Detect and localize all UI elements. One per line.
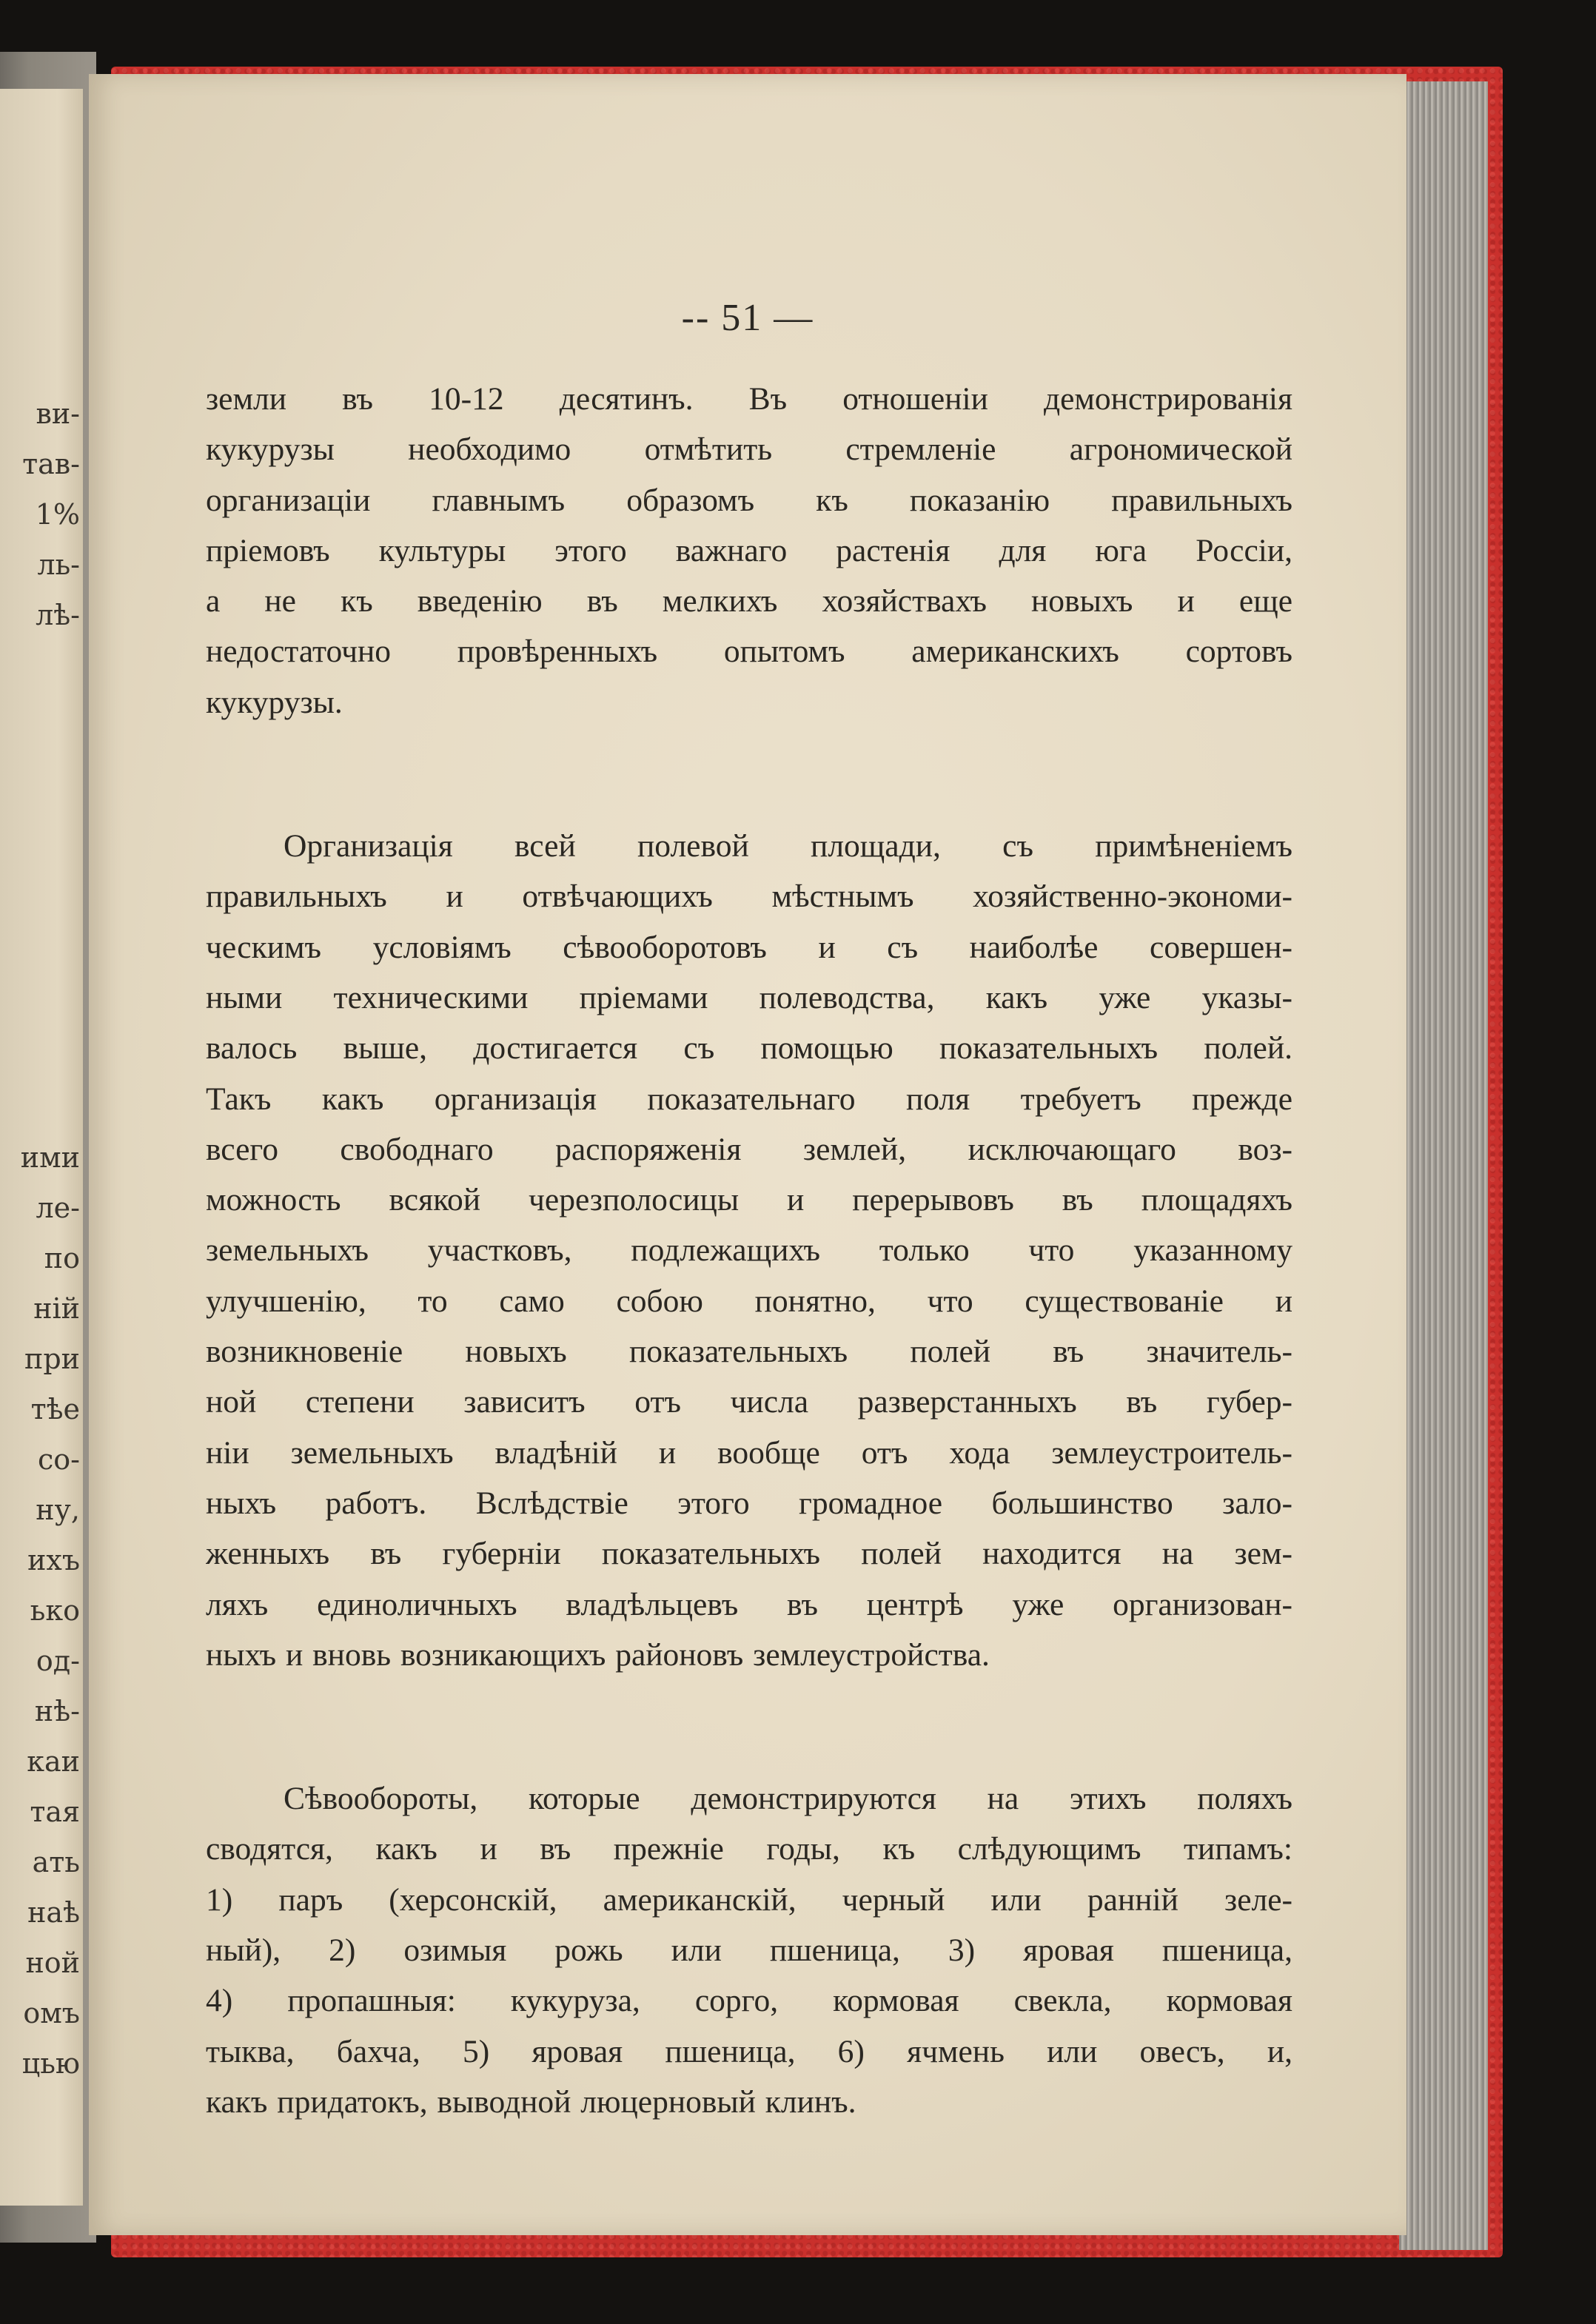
text-line: ный), 2) озимыя рожь или пшеница, 3) яровая пшеница, bbox=[206, 1932, 1292, 1969]
paragraph-3 bbox=[206, 1773, 1292, 2127]
text-line: ныхъ и вновь возникающихъ районовъ землеустройства. bbox=[206, 1636, 990, 1673]
text-line: пріемовъ культуры этого важнаго растенія для юга Россіи, bbox=[206, 532, 1292, 568]
text-line: тыква, бахча, 5) яровая пшеница, 6) ячмень или овесъ, и, bbox=[206, 2033, 1292, 2069]
left-page-fragment: тая bbox=[30, 1796, 80, 1828]
left-page-fragment: нѣ- bbox=[34, 1695, 80, 1727]
left-page-fragment: цью bbox=[21, 2047, 80, 2080]
left-page-fragment: ль- bbox=[37, 548, 80, 581]
text-line: Такъ какъ организація показательнаго поля требуетъ прежде bbox=[206, 1081, 1292, 1117]
book-page bbox=[89, 74, 1406, 2235]
left-page-fragment: 1% bbox=[35, 498, 80, 531]
text-line: кукурузы. bbox=[206, 684, 343, 720]
text-line: сводятся, какъ и въ прежніе годы, къ слѣдующимъ типамъ: bbox=[206, 1831, 1292, 1867]
text-line: Организація всей полевой площади, съ примѣненіемъ bbox=[284, 828, 1292, 864]
text-line: земельныхъ участковъ, подлежащихъ только что указанному bbox=[206, 1232, 1292, 1269]
text-line: ными техническими пріемами полеводства, какъ уже указы- bbox=[206, 979, 1292, 1015]
left-page-fragment: ной bbox=[25, 1947, 80, 1979]
left-page-fragment: лѣ- bbox=[36, 599, 80, 631]
text-line: валось выше, достигается съ помощью показательныхъ полей. bbox=[206, 1030, 1292, 1067]
text-line: кукурузы необходимо отмѣтить стремленіе агрономической bbox=[206, 431, 1292, 468]
page-text bbox=[206, 374, 1292, 2127]
left-page-fragment: ле- bbox=[36, 1192, 80, 1224]
text-line: ныхъ работъ. Вслѣдствіе этого громадное большинство зало- bbox=[206, 1485, 1292, 1521]
left-page-fragment: ній bbox=[33, 1292, 80, 1325]
text-line: недостаточно провѣренныхъ опытомъ американскихъ сортовъ bbox=[206, 634, 1292, 670]
text-line: а не къ введенію въ мелкихъ хозяйствахъ новыхъ и еще bbox=[206, 583, 1292, 619]
left-page-fragment: од- bbox=[36, 1645, 80, 1677]
left-page-fragment: наѣ bbox=[27, 1896, 80, 1929]
page-edges bbox=[1399, 81, 1488, 2250]
left-page-fragment: омъ bbox=[23, 1997, 80, 2029]
left-page-fragment: ать bbox=[32, 1846, 80, 1878]
previous-page-edge bbox=[0, 89, 83, 2206]
text-line: можность всякой черезполосицы и перерывовъ въ площадяхъ bbox=[206, 1182, 1292, 1218]
left-page-fragment: по bbox=[44, 1242, 80, 1274]
text-line: ляхъ единоличныхъ владѣльцевъ въ центрѣ уже организован- bbox=[206, 1586, 1292, 1622]
left-page-fragment: со- bbox=[38, 1443, 80, 1476]
text-line: ніи земельныхъ владѣній и вообще отъ хода землеустроитель- bbox=[206, 1434, 1292, 1471]
page-number: -- 51 — bbox=[681, 297, 814, 339]
left-page-fragment: при bbox=[24, 1343, 80, 1375]
left-page-fragment: ви- bbox=[36, 397, 80, 430]
text-line: ческимъ условіямъ сѣвооборотовъ и съ наиболѣе совершен- bbox=[206, 929, 1292, 965]
text-line: правильныхъ и отвѣчающихъ мѣстнымъ хозяйственно-экономи- bbox=[206, 879, 1292, 915]
text-line: какъ придатокъ, выводной люцерновый клинъ. bbox=[206, 2083, 856, 2120]
paragraph-2 bbox=[206, 821, 1292, 1680]
text-line: Сѣвообороты, которые демонстрируются на этихъ поляхъ bbox=[284, 1781, 1292, 1817]
text-line: женныхъ въ губерніи показательныхъ полей находится на зем- bbox=[206, 1536, 1292, 1572]
left-page-fragment: ихъ bbox=[27, 1544, 80, 1576]
left-page-fragment: тав- bbox=[22, 448, 80, 480]
left-page-fragment: ну, bbox=[36, 1494, 80, 1526]
text-line: 1) паръ (херсонскій, американскій, черный или ранній зеле- bbox=[206, 1881, 1292, 1918]
text-line: ной степени зависитъ отъ числа разверстанныхъ въ губер- bbox=[206, 1384, 1292, 1420]
left-page-fragment: ими bbox=[20, 1141, 80, 1174]
text-line: земли въ 10-12 десятинъ. Въ отношеніи демонстрированія bbox=[206, 381, 1292, 417]
text-line: всего свободнаго распоряженія землей, исключающаго воз- bbox=[206, 1131, 1292, 1167]
text-line: улучшенію, то само собою понятно, что существованіе и bbox=[206, 1283, 1292, 1319]
text-line: 4) пропашныя: кукуруза, сорго, кормовая свекла, кормовая bbox=[206, 1983, 1292, 2019]
left-page-fragment: тѣе bbox=[30, 1393, 80, 1425]
paragraph-1 bbox=[206, 374, 1292, 728]
left-page-fragment: каи bbox=[27, 1745, 80, 1778]
text-line: организаціи главнымъ образомъ къ показанію правильныхъ bbox=[206, 482, 1292, 518]
text-line: возникновеніе новыхъ показательныхъ полей въ значитель- bbox=[206, 1334, 1292, 1370]
left-page-fragment: ько bbox=[30, 1594, 80, 1627]
